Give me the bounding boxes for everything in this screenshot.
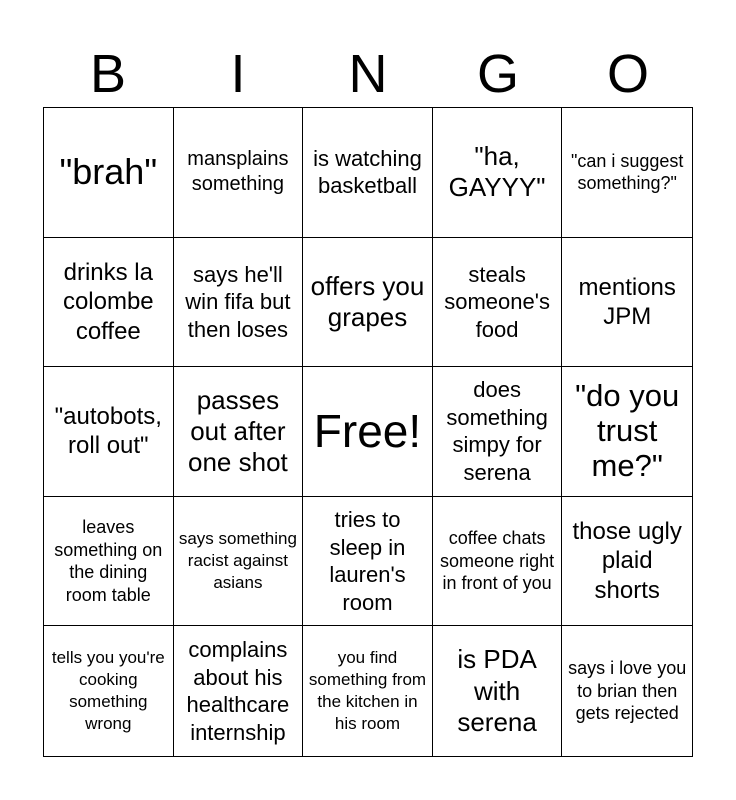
bingo-cell[interactable] <box>174 626 304 756</box>
cell-text: you find something from the kitchen in his room <box>308 648 427 734</box>
bingo-cell[interactable] <box>44 367 174 497</box>
cell-text: says i love you to brian then gets rejected <box>568 658 687 724</box>
cell-text: does something simpy for serena <box>446 377 548 485</box>
cell-text: passes out after one shot <box>188 384 288 478</box>
cell-text: coffee chats someone right in front of you <box>440 528 555 594</box>
cell-text: "ha, GAYYY" <box>448 141 546 203</box>
cell-text: "can i suggest something?" <box>570 150 684 194</box>
bingo-cell[interactable] <box>433 626 563 756</box>
header-letter-g: G <box>476 44 519 104</box>
header-letter-i: I <box>230 44 246 104</box>
cell-text: "autobots, roll out" <box>54 403 162 460</box>
bingo-cell[interactable] <box>562 238 692 368</box>
bingo-cell[interactable] <box>303 626 433 756</box>
bingo-cell[interactable] <box>174 238 304 368</box>
bingo-cell[interactable] <box>44 626 174 756</box>
bingo-cell[interactable] <box>44 497 174 627</box>
bingo-cell[interactable] <box>44 238 174 368</box>
bingo-cell[interactable] <box>433 367 563 497</box>
bingo-cell[interactable] <box>562 108 692 238</box>
bingo-header <box>43 40 693 108</box>
free-space-text: Free! <box>313 405 422 458</box>
bingo-cell[interactable] <box>303 497 433 627</box>
cell-text: "do you trust me?" <box>575 378 680 483</box>
header-letter-b: B <box>89 44 127 104</box>
cell-text: "brah" <box>59 151 158 193</box>
cell-text: offers you grapes <box>310 270 425 332</box>
bingo-cell[interactable] <box>44 108 174 238</box>
bingo-cell[interactable] <box>303 108 433 238</box>
header-letter-n: N <box>348 44 388 104</box>
cell-text: tells you you're cooking something wrong <box>51 648 165 734</box>
cell-text: mentions JPM <box>578 273 676 330</box>
cell-text: drinks la colombe coffee <box>62 258 154 345</box>
cell-text: those ugly plaid shorts <box>572 518 682 604</box>
bingo-cell[interactable] <box>174 497 304 627</box>
bingo-cell[interactable] <box>174 108 304 238</box>
bingo-cell[interactable] <box>562 626 692 756</box>
bingo-cell[interactable] <box>562 367 692 497</box>
free-space-cell[interactable] <box>303 367 433 497</box>
bingo-cell[interactable] <box>174 367 304 497</box>
bingo-cell[interactable] <box>562 497 692 627</box>
cell-text: mansplains something <box>187 148 289 196</box>
cell-text: is PDA with serena <box>457 644 537 737</box>
header-letter-o: O <box>606 44 649 104</box>
bingo-cell[interactable] <box>433 238 563 368</box>
bingo-board <box>43 107 693 757</box>
bingo-cell[interactable] <box>303 238 433 368</box>
cell-text: tries to sleep in lauren's room <box>329 507 406 615</box>
cell-text: is watching basketball <box>313 145 422 199</box>
cell-text: steals someone's food <box>444 261 550 342</box>
cell-text: says he'll win fifa but then loses <box>185 261 291 342</box>
bingo-cell[interactable] <box>433 108 563 238</box>
cell-text: complains about his healthcare internship <box>186 637 290 745</box>
bingo-cell[interactable] <box>433 497 563 627</box>
cell-text: leaves something on the dining room table <box>54 517 163 605</box>
cell-text: says something racist against asians <box>178 528 297 593</box>
